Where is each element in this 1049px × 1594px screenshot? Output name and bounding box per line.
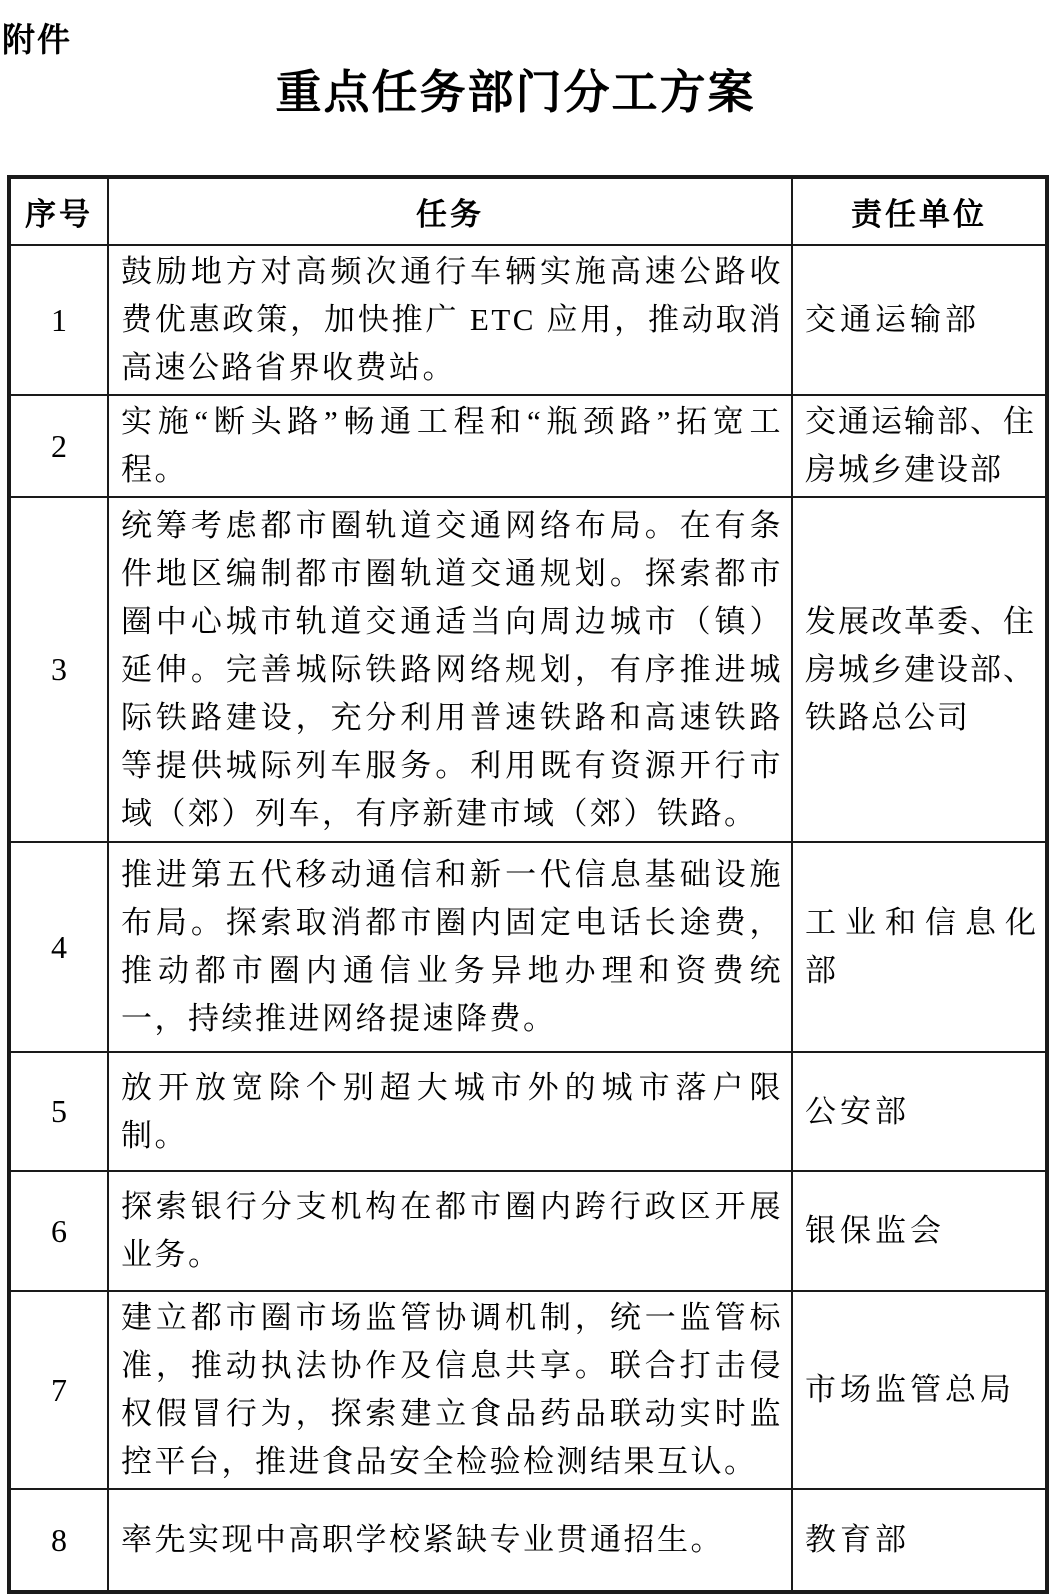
unit-cell: 交通运输部 [792, 245, 1047, 395]
table-row [9, 497, 1047, 842]
unit-cell: 交通运输部、住房城乡建设部 [792, 395, 1047, 497]
row-number-cell: 3 [9, 497, 108, 842]
row-number-cell: 2 [9, 395, 108, 497]
task-assignment-table [7, 175, 1049, 1594]
table-row [9, 1291, 1047, 1489]
task-cell: 实施“断头路”畅通工程和“瓶颈路”拓宽工程。 [108, 395, 792, 497]
row-number-cell: 1 [9, 245, 108, 395]
task-cell: 推进第五代移动通信和新一代信息基础设施布局。探索取消都市圈内固定电话长途费，推动都市圈内通信业务异地办理和资费统一，持续推进网络提速降费。 [108, 842, 792, 1052]
table-header-row [9, 177, 1047, 245]
unit-cell: 公安部 [792, 1052, 1047, 1171]
unit-cell: 工业和信息化部 [792, 842, 1047, 1052]
task-cell: 建立都市圈市场监管协调机制，统一监管标准，推动执法协作及信息共享。联合打击侵权假冒行为，探索建立食品药品联动实时监控平台，推进食品安全检验检测结果互认。 [108, 1291, 792, 1489]
row-number-cell: 5 [9, 1052, 108, 1171]
table-row [9, 842, 1047, 1052]
task-cell: 探索银行分支机构在都市圈内跨行政区开展业务。 [108, 1171, 792, 1291]
row-number-cell: 6 [9, 1171, 108, 1291]
row-number-cell: 7 [9, 1291, 108, 1489]
column-header-no: 序号 [9, 177, 108, 245]
row-number-cell: 8 [9, 1489, 108, 1592]
unit-cell: 教育部 [792, 1489, 1047, 1592]
task-cell: 率先实现中高职学校紧缺专业贯通招生。 [108, 1489, 792, 1592]
column-header-task: 任务 [108, 177, 792, 245]
row-number-cell: 4 [9, 842, 108, 1052]
unit-cell: 市场监管总局 [792, 1291, 1047, 1489]
table-row [9, 1052, 1047, 1171]
task-cell: 统筹考虑都市圈轨道交通网络布局。在有条件地区编制都市圈轨道交通规划。探索都市圈中心城市轨道交通适当向周边城市（镇）延伸。完善城际铁路网络规划，有序推进城际铁路建设，充分利用普速铁路和高速铁路等提供城际列车服务。利用既有资源开行市域（郊）列车，有序新建市域（郊）铁路。 [108, 497, 792, 842]
unit-cell: 发展改革委、住房城乡建设部、铁路总公司 [792, 497, 1047, 842]
task-cell: 放开放宽除个别超大城市外的城市落户限制。 [108, 1052, 792, 1171]
page-title: 重点任务部门分工方案 [275, 67, 756, 118]
attachment-label: 附件 [2, 21, 72, 58]
task-cell: 鼓励地方对高频次通行车辆实施高速公路收费优惠政策，加快推广 ETC 应用，推动取消高速公路省界收费站。 [108, 245, 792, 395]
table-row [9, 395, 1047, 497]
table-row [9, 1489, 1047, 1592]
table-row [9, 1171, 1047, 1291]
unit-cell: 银保监会 [792, 1171, 1047, 1291]
column-header-unit: 责任单位 [792, 177, 1047, 245]
table-row [9, 245, 1047, 395]
